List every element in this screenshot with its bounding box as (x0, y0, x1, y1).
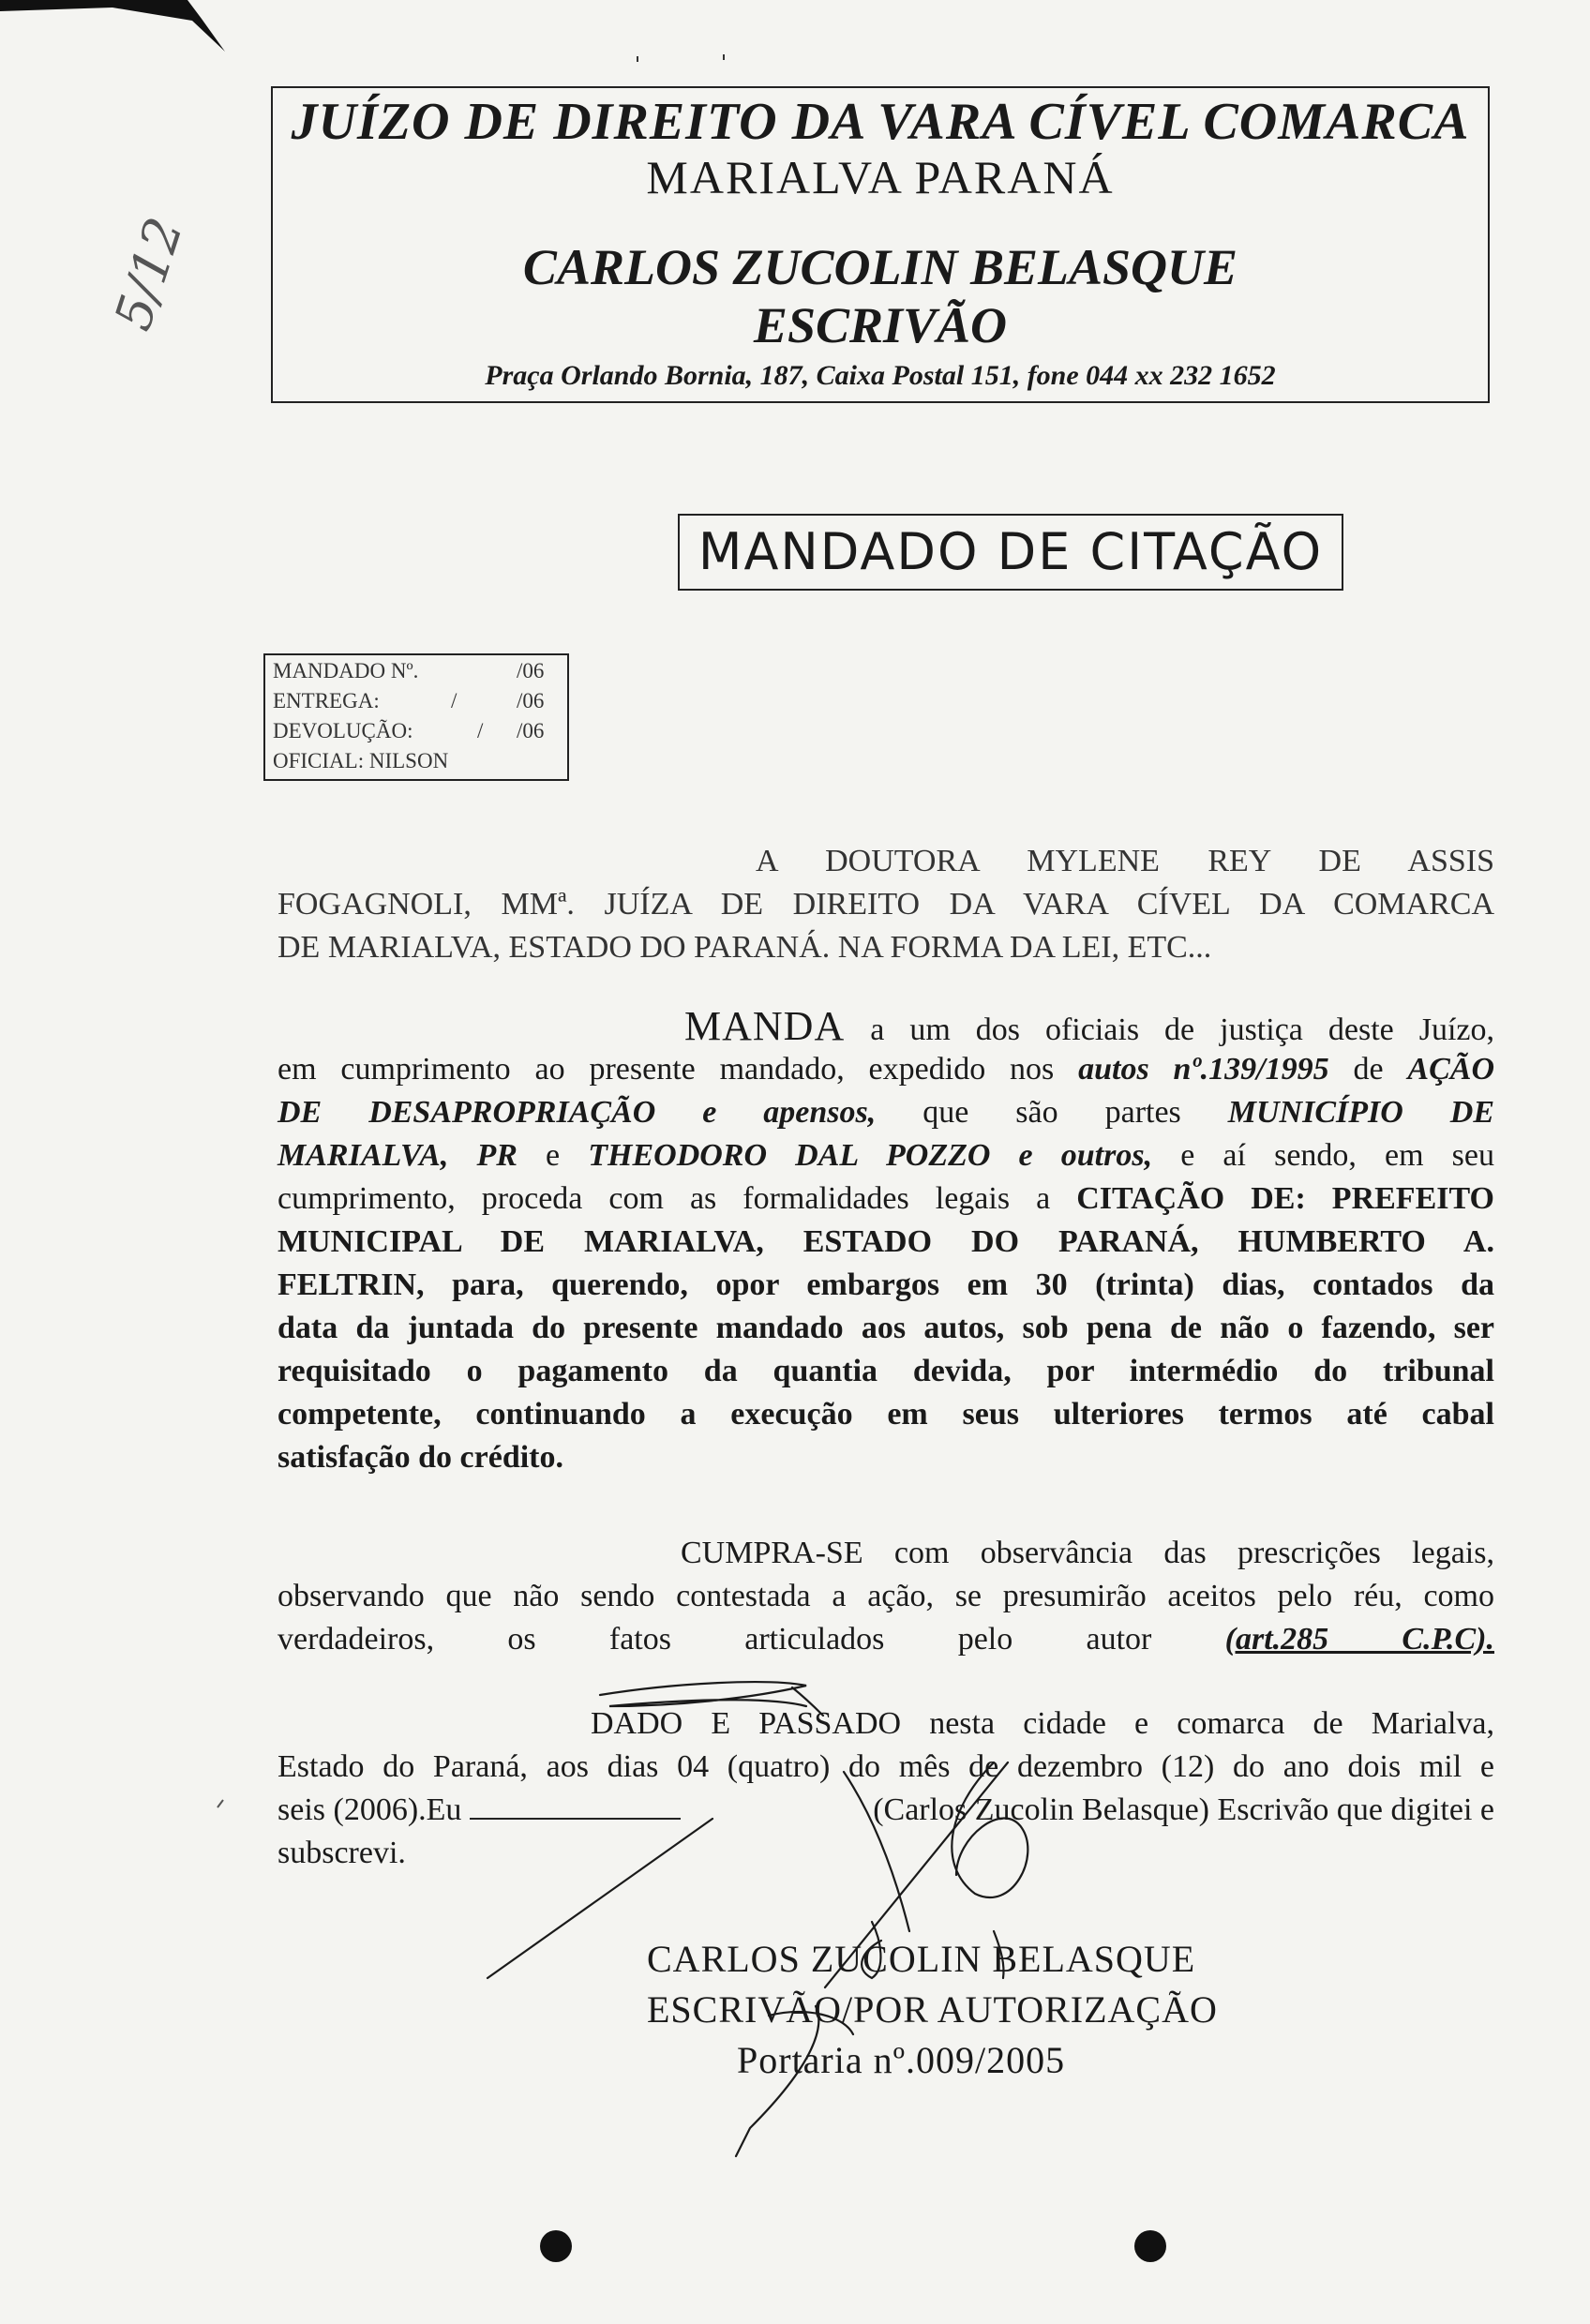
signatory-name: CARLOS ZUCOLIN BELASQUE (647, 1938, 1196, 1980)
signatory-role: ESCRIVÃO/POR AUTORIZAÇÃO (647, 1988, 1218, 2031)
scan-corner-mark (0, 0, 225, 56)
court-location: MARIALVA PARANÁ (646, 151, 1115, 203)
entrega-row: ENTREGA: / /06 (273, 689, 545, 712)
clerk-name: CARLOS ZUCOLIN BELASQUE (522, 239, 1238, 295)
court-address: Praça Orlando Bornia, 187, Caixa Postal 151, fone 044 xx 232 1652 (485, 360, 1276, 391)
clerk-role: ESCRIVÃO (753, 297, 1008, 353)
document-title: MANDADO DE CITAÇÃO (678, 514, 1343, 591)
signature-blank-line (470, 1790, 681, 1820)
cumpra-paragraph: CUMPRA-SE com observância das prescrições legais, observando que não sendo contestada a ação, se presumirão aceitos pelo réu, como verdadeiros, os fatos articulados pelo autor (art.285 C.P.C). (278, 1536, 1494, 1657)
court-name: JUÍZO DE DIREITO DA VARA CÍVEL COMARCA (291, 93, 1470, 151)
dado-paragraph: DADO E PASSADO nesta cidade e comarca de Marialva, Estado do Paraná, aos dias 04 (quatro) do mês de dezembro (12) do ano dois mil e seis (2006).Eu (Carlos Zucolin Belasque) Escrivão que digitei e subscrevi. (278, 1706, 1494, 1870)
court-header (271, 86, 1490, 403)
margin-note: 5/12 (103, 210, 195, 337)
mandado-number-row: MANDADO Nº. /06 (273, 659, 545, 682)
punch-hole-left (540, 2230, 572, 2262)
devolucao-row: DEVOLUÇÃO: / /06 (273, 719, 545, 742)
intro-paragraph: A DOUTORA MYLENE REY DE ASSIS FOGAGNOLI, MMª. JUÍZA DE DIREITO DA VARA CÍVEL DA COMARCA DE MARIALVA, ESTADO DO PARANÁ. NA FORMA DA LEI, ETC... (278, 844, 1494, 965)
mandado-info-box (263, 653, 569, 781)
punch-hole-right (1134, 2230, 1166, 2262)
oficial-row: OFICIAL: NILSON (273, 749, 449, 772)
portaria-reference: Portaria nº.009/2005 (737, 2039, 1066, 2081)
manda-paragraph: MANDA a um dos oficiais de justiça deste Juízo, em cumprimento ao presente mandado, expedido nos autos nº.139/1995 de AÇÃO DE DESAPROPRIAÇÃO e apensos, que são partes MUNICÍPIO DE MARIALVA, PR e THEODORO DAL POZZO e outros, e aí sendo, em seu cumprimento, proceda com as formalidades legais a CITAÇÃO DE: PREFEITO MUNICIPAL DE MARIALVA, ESTADO DO PARANÁ, HUMBERTO A. FELTRIN, para, querendo, opor embargos em 30 (trinta) dias, contados da data da juntada do presente mandado aos autos, sob pena de não o fazendo, ser requisitado o pagamento da quantia devida, por intermédio do tribunal competente, continuando a execução em seus ulteriores termos até cabal satisfação do crédito. (278, 1003, 1495, 1475)
